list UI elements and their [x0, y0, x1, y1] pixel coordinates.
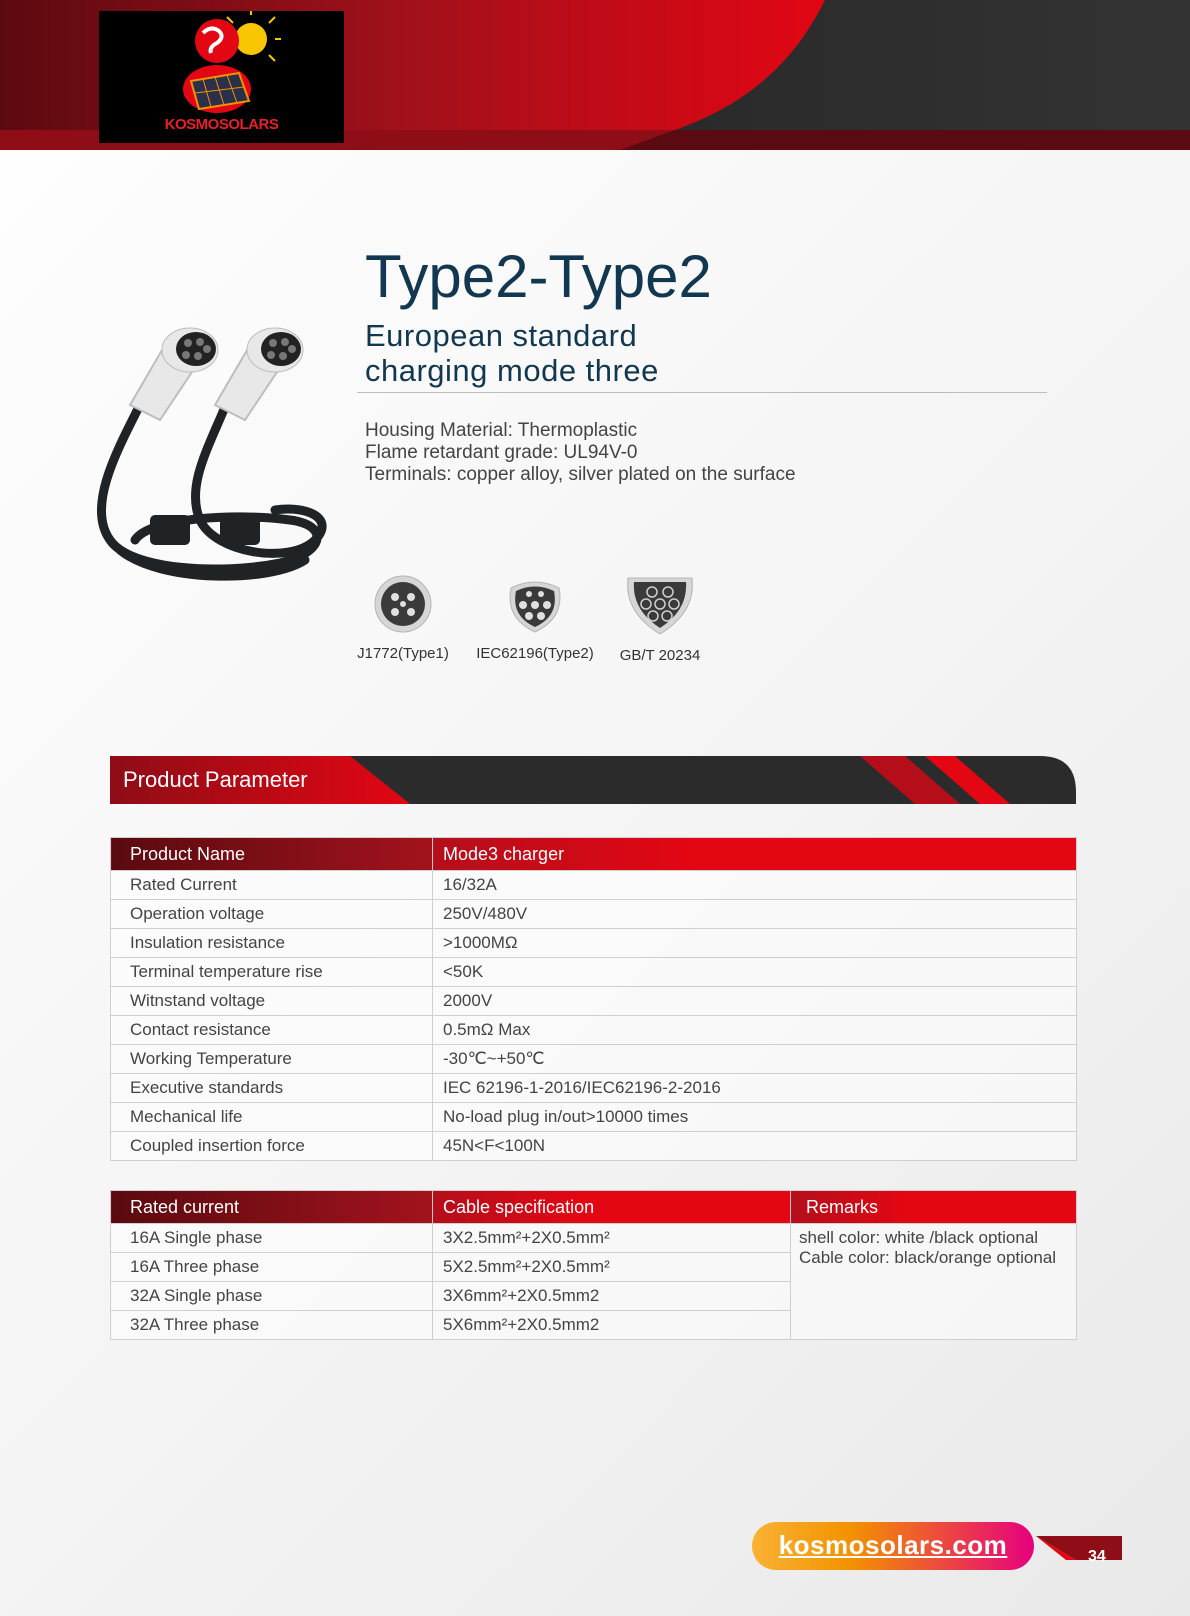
remarks-cell [791, 1224, 1077, 1340]
rated-current-cell: 16A Three phase [111, 1253, 433, 1282]
connector-j1772 [348, 574, 458, 662]
rated-current-cell: 32A Three phase [111, 1311, 433, 1340]
param-value: 250V/480V [433, 900, 1077, 929]
param-name: Insulation resistance [111, 929, 433, 958]
table-row [111, 1103, 1077, 1132]
brand-logo [99, 11, 344, 143]
table-row [111, 1045, 1077, 1074]
cable-spec-cell: 3X2.5mm²+2X0.5mm² [433, 1224, 791, 1253]
table-row [111, 1132, 1077, 1161]
table-header-cell: Remarks [791, 1191, 1077, 1224]
param-name: Contact resistance [111, 1016, 433, 1045]
param-value: IEC 62196-1-2016/IEC62196-2-2016 [433, 1074, 1077, 1103]
page-number-badge [1036, 1536, 1122, 1571]
table-header-cell: Mode3 charger [433, 838, 1077, 871]
table-row [111, 1074, 1077, 1103]
table-row [111, 900, 1077, 929]
connector-label: J1772(Type1) [357, 645, 449, 662]
website-link[interactable]: kosmosolars.com [752, 1522, 1034, 1570]
rated-current-cell: 16A Single phase [111, 1224, 433, 1253]
table-header-cell: Rated current [111, 1191, 433, 1224]
param-value: No-load plug in/out>10000 times [433, 1103, 1077, 1132]
page-number: 34 [1088, 1548, 1106, 1565]
product-subtitle [365, 318, 659, 388]
subtitle-line-1: European standard [365, 318, 638, 353]
table-row [111, 1016, 1077, 1045]
param-value: 45N<F<100N [433, 1132, 1077, 1161]
param-value: 2000V [433, 987, 1077, 1016]
table-row [111, 929, 1077, 958]
charging-cable-image [90, 325, 330, 595]
remarks-line: Cable color: black/orange optional [799, 1248, 1057, 1267]
remarks-line: shell color: white /black optional [799, 1228, 1039, 1247]
param-value: -30℃~+50℃ [433, 1045, 1077, 1074]
param-name: Executive standards [111, 1074, 433, 1103]
product-specs [365, 420, 796, 486]
param-name: Coupled insertion force [111, 1132, 433, 1161]
param-value: 0.5mΩ Max [433, 1016, 1077, 1045]
table-row [111, 1224, 1077, 1253]
table-header-row [111, 1191, 1077, 1224]
iec62196-type2-plug-icon [505, 578, 565, 634]
subtitle-line-2: charging mode three [365, 353, 659, 388]
table-row [111, 958, 1077, 987]
table-header-cell: Product Name [111, 838, 433, 871]
param-name: Witnstand voltage [111, 987, 433, 1016]
param-name: Rated Current [111, 871, 433, 900]
spec-line: Flame retardant grade: UL94V-0 [365, 442, 638, 463]
table-row [111, 871, 1077, 900]
connector-gbt [610, 572, 710, 664]
param-value: 16/32A [433, 871, 1077, 900]
connector-iec62196 [470, 578, 600, 662]
cable-spec-cell: 5X6mm²+2X0.5mm2 [433, 1311, 791, 1340]
cable-specification-table [110, 1190, 1077, 1340]
product-title: Type2-Type2 [365, 243, 712, 310]
spec-line: Terminals: copper alloy, silver plated on the surface [365, 464, 796, 485]
page-header [0, 0, 1190, 150]
spec-line: Housing Material: Thermoplastic [365, 420, 638, 441]
table-row [111, 987, 1077, 1016]
solar-globe-logo-icon [99, 11, 344, 116]
connector-label: IEC62196(Type2) [476, 645, 594, 662]
param-name: Operation voltage [111, 900, 433, 929]
cable-spec-cell: 3X6mm²+2X0.5mm2 [433, 1282, 791, 1311]
cable-spec-cell: 5X2.5mm²+2X0.5mm² [433, 1253, 791, 1282]
gbt-20234-plug-icon [624, 572, 696, 636]
param-name: Mechanical life [111, 1103, 433, 1132]
rated-current-cell: 32A Single phase [111, 1282, 433, 1311]
param-name: Terminal temperature rise [111, 958, 433, 987]
page-number-tab-shape [1036, 1536, 1122, 1566]
param-value: <50K [433, 958, 1077, 987]
product-parameter-table [110, 837, 1077, 1161]
table-header-row [111, 838, 1077, 871]
section-title: Product Parameter [123, 767, 308, 792]
connector-label: GB/T 20234 [619, 647, 701, 664]
title-divider [357, 392, 1047, 393]
param-name: Working Temperature [111, 1045, 433, 1074]
j1772-type1-plug-icon [373, 574, 433, 634]
param-value: >1000MΩ [433, 929, 1077, 958]
table-header-cell: Cable specification [433, 1191, 791, 1224]
logo-wordmark: KOSMOSOLARS [164, 116, 279, 133]
